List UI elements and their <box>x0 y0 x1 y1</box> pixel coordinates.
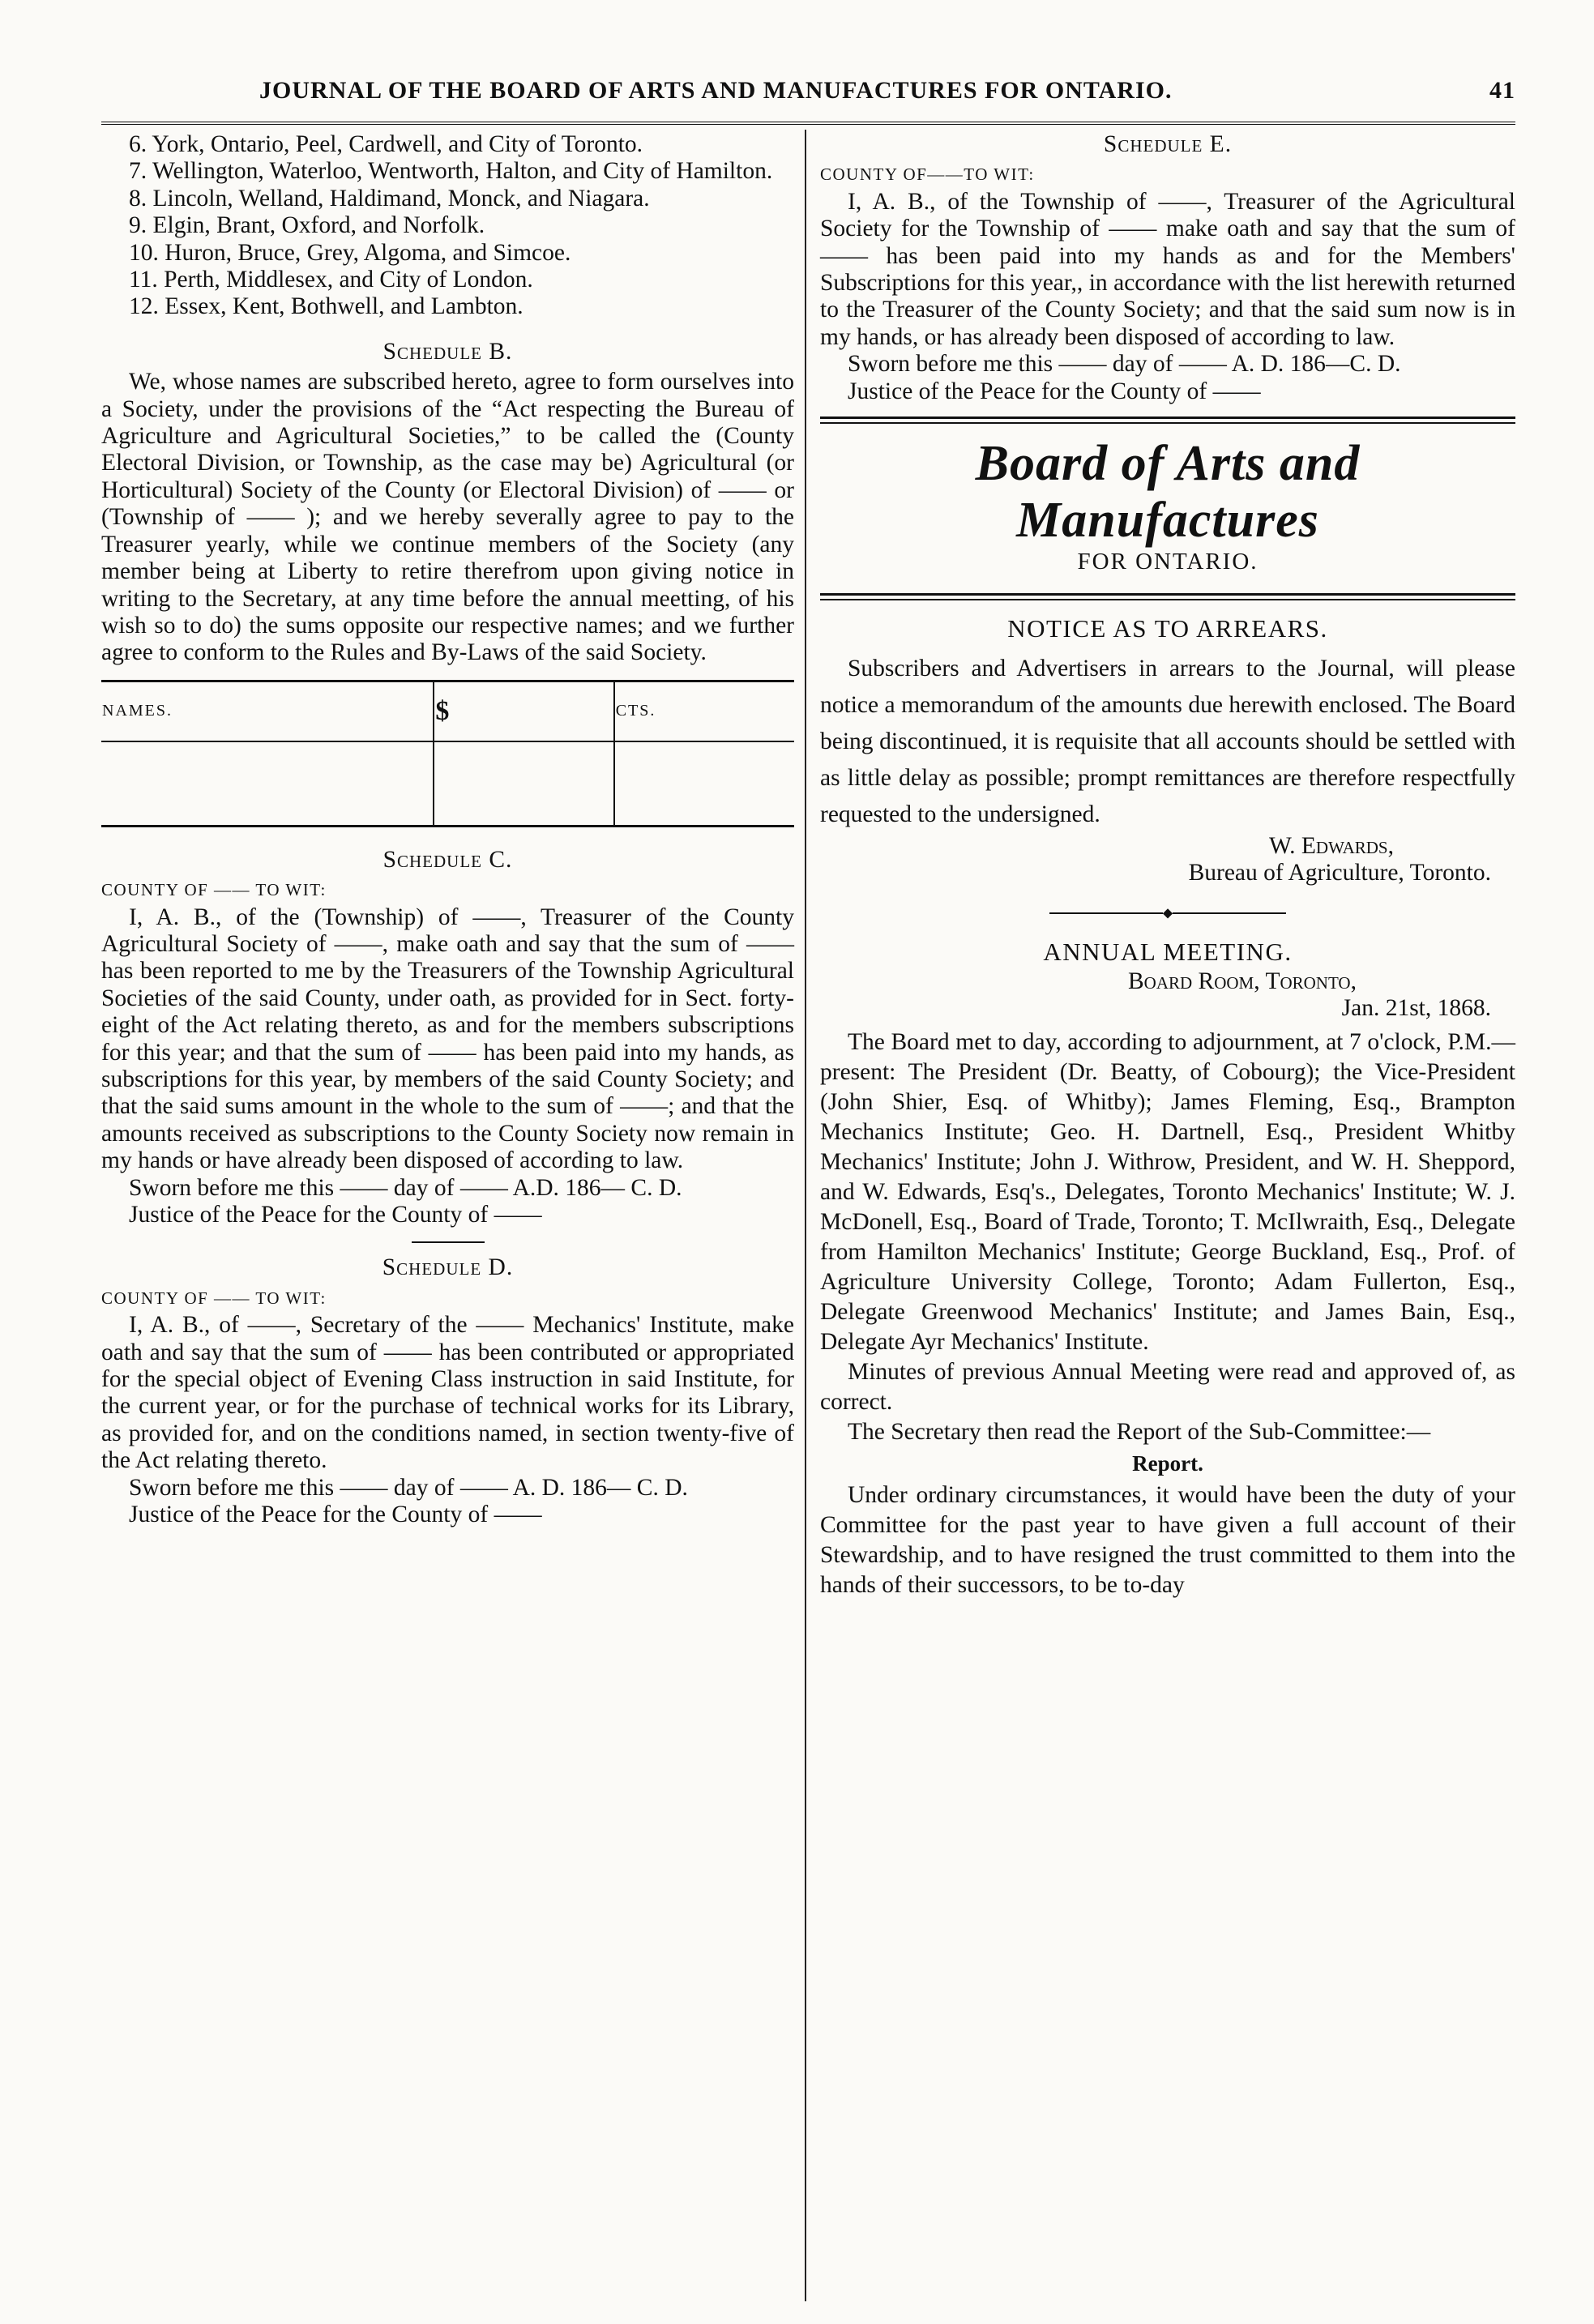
meeting-place: Board Room, Toronto, <box>1128 968 1357 995</box>
schedule-d-text: I, A. B., of ——, Secretary of the —— Mechanics' Institute, make oath and say that the sum of —— has been contributed or appropriated for the special object of Evening Class instruction in said Institute, for the current year, or for the purchase of technical works for its Library, as provided for, and on the conditions named, in section twenty-five of the Act relating thereto. <box>101 1312 794 1474</box>
schedule-c-sworn: Sworn before me this —— day of —— A.D. 186— C. D. <box>129 1174 682 1201</box>
column-header-cents: CTS. <box>614 681 794 741</box>
schedule-c-county: COUNTY OF —— TO WIT: <box>101 880 327 900</box>
column-header-dollars: $ <box>434 681 613 741</box>
right-column <box>820 131 1515 1600</box>
meeting-paragraph: Minutes of previous Annual Meeting were read and approved of, as correct. <box>820 1358 1515 1415</box>
schedule-e-title: Schedule E. <box>1103 131 1233 157</box>
column-header-names: NAMES. <box>101 681 434 741</box>
schedule-b-title: Schedule B. <box>382 338 513 365</box>
schedule-d-county: COUNTY OF —— TO WIT: <box>101 1288 327 1308</box>
section-rule <box>820 593 1515 600</box>
list-item: 11. Perth, Middlesex, and City of London. <box>129 267 533 293</box>
notice-title: NOTICE AS TO ARREARS. <box>1007 614 1328 643</box>
schedule-e-sworn: Sworn before me this —— day of —— A. D. 186—C. D. <box>848 351 1401 378</box>
schedule-b-text: We, whose names are subscribed hereto, agree to form ourselves into a Society, under the provisions of the “Act respecting the Bureau of Agriculture and Agricultural Societies,” to be called the (County Electoral Division, or Township, as the case may be) Agricultural (or Horticultural) Society of the County (or Electoral Division) of —— or (Township of —— ); and we hereby severally agree to pay to the Treasurer yearly, while we continue members of the Society (any member being at Liberty to retire therefrom upon giving notice in writing to the Secretary, at any time before the annual meetting, of his wish so to do) the sums opposite our respective names; and we further agree to conform to the Rules and By-Laws of the said Society. <box>101 369 794 666</box>
schedule-c-title: Schedule C. <box>382 846 513 873</box>
journal-title: JOURNAL OF THE BOARD OF ARTS AND MANUFACTURES FOR ONTARIO. <box>259 77 1173 104</box>
schedule-e-justice: Justice of the Peace for the County of —— <box>848 378 1261 404</box>
list-item: 7. Wellington, Waterloo, Wentworth, Halton, and City of Hamilton. <box>129 158 773 185</box>
column-divider <box>805 130 806 2301</box>
separator-rule <box>412 1241 485 1243</box>
list-item: 12. Essex, Kent, Bothwell, and Lambton. <box>129 293 523 320</box>
report-title: Report. <box>1132 1450 1203 1476</box>
ornament-divider: ◆ <box>820 899 1515 927</box>
notice-signature-sub: Bureau of Agriculture, Toronto. <box>1188 860 1491 886</box>
schedule-d-justice: Justice of the Peace for the County of —— <box>129 1502 542 1528</box>
board-subtitle: FOR ONTARIO. <box>1077 549 1259 575</box>
schedule-c-text: I, A. B., of the (Township) of ——, Treasurer of the County Agricultural Society of ——, make oath and say that the sum of —— has been reported to me by the Treasurers of the Township Agricultural Societies of the said County, under oath, as provided for in Sect. forty-eight of the Act relating thereto, as and for the members subscriptions for this year; and that the sum of —— has been paid into my hands, as subscriptions for this year, by members of the said County Society; and that the said sums amount in the whole to the sum of ——; and that the amounts received as subscriptions to the County Society now remain in my hands or have already been disposed of according to law. <box>101 904 794 1174</box>
schedule-d-sworn: Sworn before me this —— day of —— A. D. 186— C. D. <box>129 1474 688 1501</box>
notice-text: Subscribers and Advertisers in arrears to the Journal, will please notice a memorandum of the amounts due herewith enclosed. The Board being discontinued, it is requisite that all accounts should be settled with as little delay as possible; prompt remittances are therefore respectfully requested to the undersigned. <box>820 655 1515 827</box>
meeting-title: ANNUAL MEETING. <box>1043 937 1293 966</box>
board-title: Board of Arts and Manufactures <box>975 436 1361 549</box>
meeting-date: Jan. 21st, 1868. <box>1341 995 1491 1022</box>
list-item: 6. York, Ontario, Peel, Cardwell, and City of Toronto. <box>129 131 643 157</box>
running-header <box>101 77 1515 109</box>
section-rule <box>820 417 1515 424</box>
schedule-e-text: I, A. B., of the Township of ——, Treasurer of the Agricultural Society for the Township of —— make oath and say that the sum of —— has been paid into my hands as and for the Members' Subscriptions for this year,, in accordance with the list herewith returned to the Treasurer of the County Society; and that the said sum now is in my hands, or has already been disposed of according to law. <box>820 188 1515 350</box>
subscription-table <box>101 680 794 827</box>
left-column <box>101 131 794 1528</box>
notice-signature: W. Edwards, <box>1269 832 1394 859</box>
list-item: 9. Elgin, Brant, Oxford, and Norfolk. <box>129 212 485 239</box>
list-item: 8. Lincoln, Welland, Haldimand, Monck, and Niagara. <box>129 185 650 211</box>
schedule-e-county: COUNTY OF——TO WIT: <box>820 164 1035 185</box>
report-text: Under ordinary circumstances, it would have been the duty of your Committee for the past year to have given a full account of their Stewardship, and to have resigned the trust committed to them into the hands of their successors, to be to-day <box>820 1482 1515 1599</box>
schedule-c-justice: Justice of the Peace for the County of —— <box>129 1202 542 1228</box>
schedule-d-title: Schedule D. <box>382 1254 514 1281</box>
meeting-paragraph: The Board met to day, according to adjournment, at 7 o'clock, P.M.—present: The President (Dr. Beatty, of Cobourg); the Vice-President (John Shier, Esq. of Whitby); James Fleming, Esq., Brampton Mechanics Institute; Geo. H. Dartnell, Esq., President Whitby Mechanics' Institute; John J. Withrow, President, and W. H. Sheppord, and W. Edwards, Esq's., Delegates, Toronto Mechanics' Institute; W. J. McDonell, Esq., Board of Trade, Toronto; T. McIlwraith, Esq., Delegate from Hamilton Mechanics' Institute; George Buckland, Esq., Prof. of Agriculture University College, Toronto; Adam Fullerton, Esq., Delegate Greenwood Mechanics' Institute; and James Bain, Esq., Delegate Ayr Mechanics' Institute. <box>820 1028 1515 1355</box>
header-rule <box>101 122 1515 127</box>
list-item: 10. Huron, Bruce, Grey, Algoma, and Simcoe. <box>129 239 571 266</box>
page-number: 41 <box>1489 77 1515 104</box>
district-list <box>101 131 794 321</box>
table-row <box>101 741 794 827</box>
meeting-paragraph: The Secretary then read the Report of the Sub-Committee:— <box>848 1418 1431 1445</box>
